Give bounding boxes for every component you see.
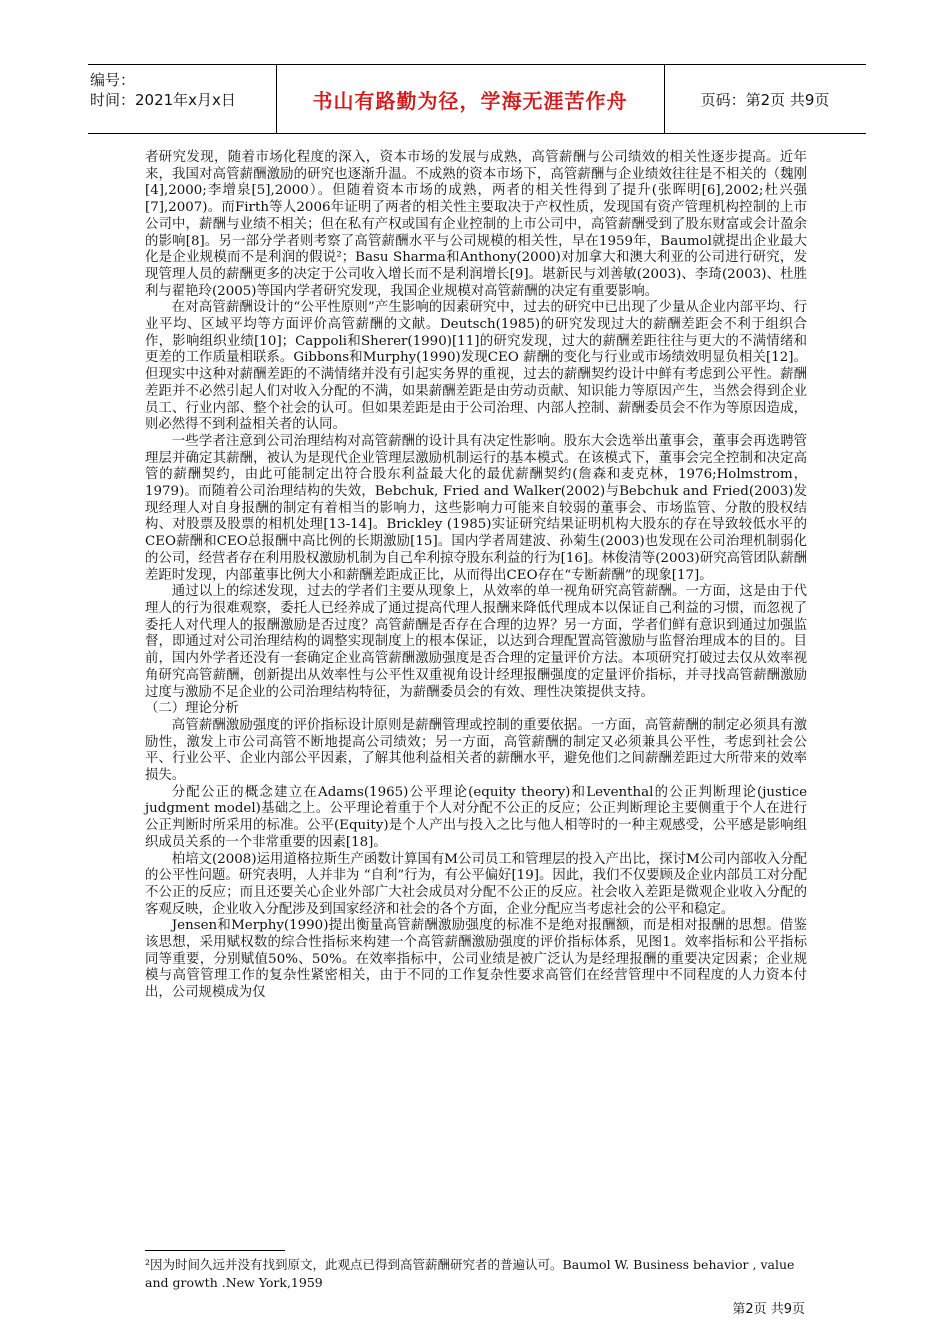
paragraph: Jensen和Merphy(1990)提出衡量高管薪酬激励强度的标准不是绝对报酬额，而是相对报酬的思想。借鉴该思想，采用赋权数的综合性指标来构建一个高管薪酬激励强度的评价指标体系，见图1。效率指标和公平指标同等重要，分别赋值50%、50%。在效率指标中，公司业绩是被广泛认为是经理报酬的重要决定因素；企业规模与高管管理工作的复杂性紧密相关，由于不同的工作复杂性要求高管们在经营管理中不同程度的人力资本付出，公司规模成为仅 [145,918,807,1001]
page-header [88,64,866,134]
main-text [145,150,807,1002]
paragraph: 高管薪酬激励强度的评价指标设计原则是薪酬管理或控制的重要依据。一方面，高管薪酬的制定必须具有激励性，激发上市公司高管不断地提高公司绩效；另一方面，高管薪酬的制定又必须兼具公平性，考虑到社会公平、行业公平、企业内部公平因素，了解其他利益相关者的薪酬水平，避免他们之间薪酬差距过大所带来的效率损失。 [145,717,807,784]
paragraph: 在对高管薪酬设计的“公平性原则”产生影响的因素研究中，过去的研究中已出现了少量从企业内部平均、行业平均、区域平均等方面评价高管薪酬的文献。Deutsch(1985)的研究发现过大的薪酬差距会不利于组织合作，影响组织业绩[10]；Cappoli和Sherer(1990)[11]的研究发现，过大的薪酬差距往往与更大的不满情绪和更差的工作质量相联系。Gibbons和Murphy(1990)发现CEO 薪酬的变化与行业或市场绩效明显负相关[12]。但现实中这种对薪酬差距的不满情绪并没有引起实务界的重视，过去的薪酬契约设计中鲜有考虑到公平性。薪酬差距并不必然引起人们对收入分配的不满，如果薪酬差距是由劳动贡献、知识能力等原因产生，当然会得到企业员工、行业内部、整个社会的认可。但如果差距是由于公司治理、内部人控制、薪酬委员会不作为等原因造成，则必然得不到利益相关者的认同。 [145,300,807,433]
header-meta [88,65,277,133]
page-label: 页码：第2页 共9页 [700,90,830,109]
header-page-number [664,65,866,133]
footnote: ²因为时间久远并没有找到原文，此观点已得到高管薪酬研究者的普遍认可。Baumol W. Business behavior , value and growth .New York,1959 [145,1257,795,1290]
time-label: 时间：2021年x月x日 [90,91,236,109]
header-motto [276,65,665,133]
footnote-divider [145,1250,285,1251]
paragraph: 通过以上的综述发现，过去的学者们主要从现象上，从效率的单一视角研究高管薪酬。一方面，这是由于代理人的行为很难观察，委托人已经养成了通过提高代理人报酬来降低代理成本以保证自己利益的习惯，而忽视了委托人对代理人的报酬激励是否过度？高管薪酬是否存在合理的边界？另一方面，学者们鲜有意识到通过加强监督，即通过对公司治理结构的调整实现制度上的根本保证，以达到合理配置高管激励与监督治理成本的目的。目前，国内外学者还没有一套确定企业高管薪酬激励强度是否合理的定量评价方法。本项研究打破过去仅从效率视角研究高管薪酬，创新提出从效率性与公平性双重视角设计经理报酬强度的定量评价指标，并寻找高管薪酬激励过度与激励不足企业的公司治理结构特征，为薪酬委员会的有效、理性决策提供支持。 [145,584,807,700]
motto-text: 书山有路勤为径，学海无涯苦作舟 [312,88,628,113]
page-footer: 第2页 共9页 [732,1302,805,1317]
paragraph: 柏培文(2008)运用道格拉斯生产函数计算国有M公司员工和管理层的投入产出比，探讨M公司内部收入分配的公平性问题。研究表明，人并非为 “自利”行为，有公平偏好[19]。因此，我们不仅要顾及企业内部员工对分配不公正的反应；而且还要关心企业外部广大社会成员对分配不公正的反应。社会收入差距是微观企业收入分配的客观反映，企业收入分配涉及到国家经济和社会的各个方面，企业分配应当考虑社会的公平和稳定。 [145,851,807,917]
paragraph: 者研究发现，随着市场化程度的深入，资本市场的发展与成熟，高管薪酬与公司绩效的相关性逐步提高。近年来，我国对高管薪酬激励的研究也逐渐升温。不成熟的资本市场下，高管薪酬与企业绩效往往是不相关的（魏刚[4],2000;李增泉[5],2000）。但随着资本市场的成熟，两者的相关性得到了提升(张晖明[6],2002;杜兴强[7],2007)。而Firth等人2006年证明了两者的相关性主要取决于产权性质，发现国有资产管理机构控制的上市公司中，薪酬与业绩不相关；但在私有产权或国有企业控制的上市公司中，高管薪酬受到了股东财富或会计盈余的影响[8]。另一部分学者则考察了高管薪酬水平与公司规模的相关性，早在1959年，Baumol就提出企业最大化是企业规模而不是利润的假说²；Basu Sharma和Anthony(2000)对加拿大和澳大利亚的公司进行研究，发现管理人员的薪酬更多的决定于公司收入增长而不是利润增长[9]。堪新民与刘善敏(2003)、李琦(2003)、杜胜利与翟艳玲(2005)等国内学者研究发现，我国企业规模对高管薪酬的决定有重要影响。 [145,150,807,299]
section-heading: （二）理论分析 [145,701,239,717]
paragraph: 分配公正的概念建立在Adams(1965)公平理论(equity theory)和Leventhal的公正判断理论(justice judgment model)基础之上。公平理论着重于个人对分配不公正的反应；公正判断理论主要侧重于个人在进行公正判断时所采用的标准。公平(Equity)是个人产出与投入之比与他人相等时的一种主观感受，公平感是影响组织成员关系的一个非常重要的因素[18]。 [145,784,807,850]
code-label: 编号： [90,71,136,89]
paragraph: 一些学者注意到公司治理结构对高管薪酬的设计具有决定性影响。股东大会选举出董事会，董事会再选聘管理层并确定其薪酬，被认为是现代企业管理层激励机制运行的基本模式。在该模式下，董事会完全控制和决定高管的薪酬契约，由此可能制定出符合股东利益最大化的最优薪酬契约(詹森和麦克林，1976;Holmstrom，1979)。而随着公司治理结构的失效，Bebchuk, Fried and Walker(2002)与Bebchuk and Fried(2003)发现经理人对自身报酬的制定有着相当的影响力，这些影响力可能来自较弱的董事会、市场监管、分散的股权结构、对股票及股票的相机处理[13-14]。Brickley (1985)实证研究结果证明机构大股东的存在导致较低水平的CEO薪酬和CEO总报酬中高比例的长期激励[15]。国内学者周建波、孙菊生(2003)也发现在公司治理机制弱化的公司，经营者存在利用股权激励机制为自己牟利掠夺股东利益的行为[16]。林俊清等(2003)研究高管团队薪酬差距时发现，内部董事比例大小和薪酬差距成正比，从而得出CEO存在“专断薪酬”的现象[17]。 [145,433,807,583]
